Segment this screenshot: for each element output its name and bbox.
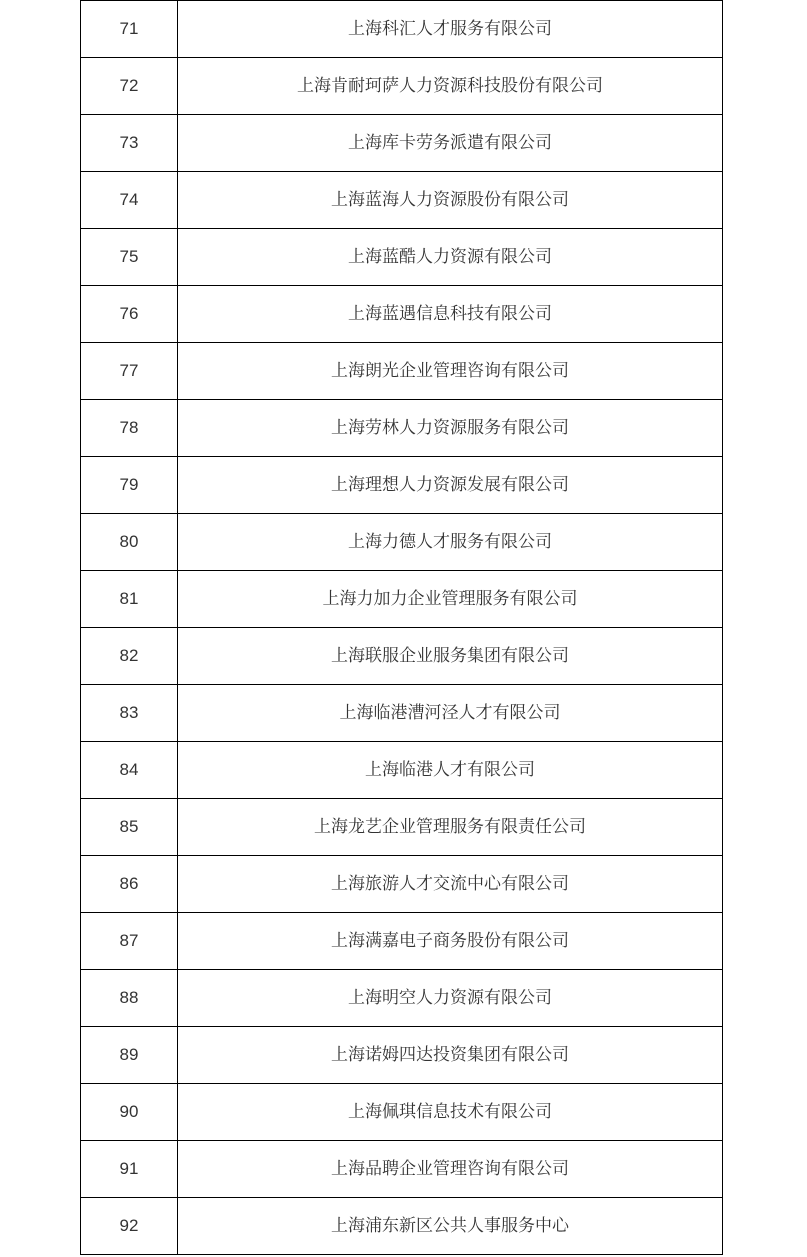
table-row xyxy=(81,58,723,115)
table-row xyxy=(81,799,723,856)
row-index: 90 xyxy=(81,1084,178,1141)
company-name: 上海库卡劳务派遣有限公司 xyxy=(178,115,723,172)
company-name: 上海联服企业服务集团有限公司 xyxy=(178,628,723,685)
company-name: 上海蓝酷人力资源有限公司 xyxy=(178,229,723,286)
company-name: 上海科汇人才服务有限公司 xyxy=(178,1,723,58)
company-name: 上海蓝海人力资源股份有限公司 xyxy=(178,172,723,229)
company-name: 上海临港漕河泾人才有限公司 xyxy=(178,685,723,742)
row-index: 87 xyxy=(81,913,178,970)
company-name: 上海肯耐珂萨人力资源科技股份有限公司 xyxy=(178,58,723,115)
table-row xyxy=(81,742,723,799)
table-row xyxy=(81,856,723,913)
company-list-table-wrapper xyxy=(80,0,722,1255)
row-index: 85 xyxy=(81,799,178,856)
row-index: 79 xyxy=(81,457,178,514)
company-name: 上海品聘企业管理咨询有限公司 xyxy=(178,1141,723,1198)
company-list-body xyxy=(81,1,723,1255)
row-index: 76 xyxy=(81,286,178,343)
table-row xyxy=(81,457,723,514)
table-row xyxy=(81,400,723,457)
company-name: 上海力德人才服务有限公司 xyxy=(178,514,723,571)
company-name: 上海力加力企业管理服务有限公司 xyxy=(178,571,723,628)
table-row xyxy=(81,685,723,742)
row-index: 77 xyxy=(81,343,178,400)
company-name: 上海旅游人才交流中心有限公司 xyxy=(178,856,723,913)
row-index: 88 xyxy=(81,970,178,1027)
row-index: 92 xyxy=(81,1198,178,1255)
table-row xyxy=(81,571,723,628)
company-name: 上海龙艺企业管理服务有限责任公司 xyxy=(178,799,723,856)
table-row xyxy=(81,1084,723,1141)
table-row xyxy=(81,628,723,685)
row-index: 72 xyxy=(81,58,178,115)
row-index: 74 xyxy=(81,172,178,229)
company-name: 上海满嘉电子商务股份有限公司 xyxy=(178,913,723,970)
row-index: 91 xyxy=(81,1141,178,1198)
company-list-table xyxy=(80,0,723,1255)
company-name: 上海浦东新区公共人事服务中心 xyxy=(178,1198,723,1255)
table-row xyxy=(81,229,723,286)
row-index: 82 xyxy=(81,628,178,685)
row-index: 83 xyxy=(81,685,178,742)
table-row xyxy=(81,913,723,970)
company-name: 上海理想人力资源发展有限公司 xyxy=(178,457,723,514)
table-row xyxy=(81,343,723,400)
row-index: 71 xyxy=(81,1,178,58)
table-row xyxy=(81,1198,723,1255)
row-index: 75 xyxy=(81,229,178,286)
table-row xyxy=(81,514,723,571)
table-row xyxy=(81,115,723,172)
table-row xyxy=(81,1141,723,1198)
table-row xyxy=(81,172,723,229)
table-row xyxy=(81,286,723,343)
company-name: 上海临港人才有限公司 xyxy=(178,742,723,799)
row-index: 80 xyxy=(81,514,178,571)
row-index: 86 xyxy=(81,856,178,913)
company-name: 上海劳林人力资源服务有限公司 xyxy=(178,400,723,457)
row-index: 89 xyxy=(81,1027,178,1084)
company-name: 上海诺姆四达投资集团有限公司 xyxy=(178,1027,723,1084)
row-index: 84 xyxy=(81,742,178,799)
company-name: 上海明空人力资源有限公司 xyxy=(178,970,723,1027)
company-name: 上海佩琪信息技术有限公司 xyxy=(178,1084,723,1141)
table-row xyxy=(81,1,723,58)
row-index: 78 xyxy=(81,400,178,457)
company-name: 上海朗光企业管理咨询有限公司 xyxy=(178,343,723,400)
table-row xyxy=(81,1027,723,1084)
company-name: 上海蓝遇信息科技有限公司 xyxy=(178,286,723,343)
row-index: 81 xyxy=(81,571,178,628)
row-index: 73 xyxy=(81,115,178,172)
table-row xyxy=(81,970,723,1027)
